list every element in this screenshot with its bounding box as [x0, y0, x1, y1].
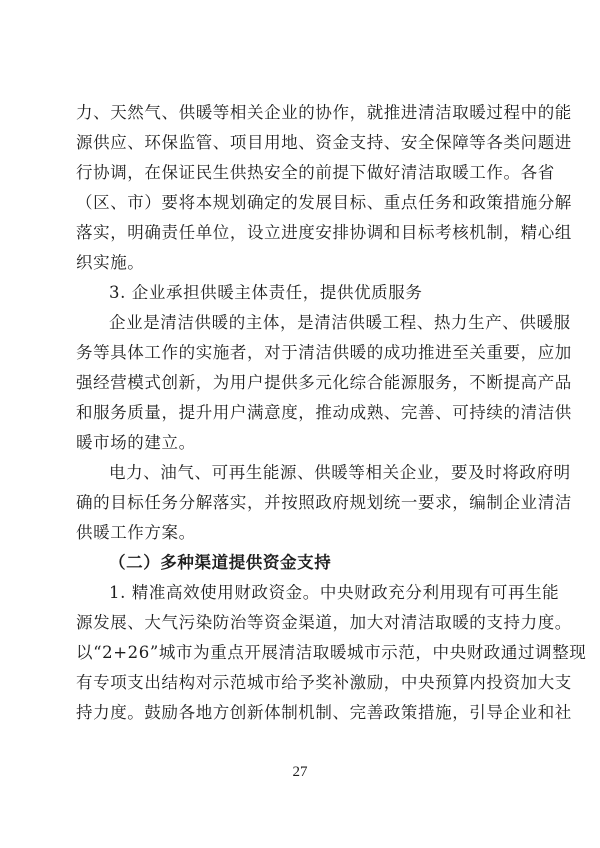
text-line: 企业是清洁供暖的主体，是清洁供暖工程、热力生产、供暖服: [109, 313, 571, 332]
text-line: （区、市）要将本规划确定的发展目标、重点任务和政策措施分解: [76, 193, 572, 212]
text-line: 落实，明确责任单位，设立进度安排协调和目标考核机制，精心组: [76, 223, 572, 242]
body-text: [76, 98, 587, 728]
page-number: 27: [292, 764, 308, 780]
text-line: 务等具体工作的实施者，对于清洁供暖的成功推进至关重要，应加: [76, 343, 572, 362]
text-line: 供暖工作方案。: [76, 523, 196, 542]
text-line: 行协调，在保证民生供热安全的前提下做好清洁取暖工作。各省: [76, 163, 555, 182]
text-line: 电力、油气、可再生能源、供暖等相关企业，要及时将政府明: [109, 463, 571, 482]
text-line: 确的目标任务分解落实，并按照政府规划统一要求，编制企业清洁: [76, 493, 572, 512]
text-line: 以“2+26”城市为重点开展清洁取暖城市示范，中央财政通过调整现: [76, 643, 587, 662]
text-line: 1. 精准高效使用财政资金。中央财政充分利用现有可再生能: [109, 583, 560, 602]
text-line: 暖市场的建立。: [76, 433, 196, 452]
text-line: 强经营模式创新，为用户提供多元化综合能源服务，不断提高产品: [76, 373, 572, 392]
text-line: 源发展、大气污染防治等资金渠道，加大对清洁取暖的支持力度。: [76, 613, 572, 632]
section-heading: （二）多种渠道提供资金支持: [109, 553, 332, 572]
text-line: 织实施。: [76, 253, 145, 272]
text-line: 和服务质量，提升用户满意度，推动成熟、完善、可持续的清洁供: [76, 403, 572, 422]
text-line: 持力度。鼓励各地方创新体制机制、完善政策措施，引导企业和社: [76, 703, 572, 722]
text-line: 力、天然气、供暖等相关企业的协作，就推进清洁取暖过程中的能: [76, 103, 572, 122]
text-line: 源供应、环保监管、项目用地、资金支持、安全保障等各类问题进: [76, 133, 572, 152]
text-line: 有专项支出结构对示范城市给予奖补激励，中央预算内投资加大支: [76, 673, 572, 692]
subsection-heading: 3. 企业承担供暖主体责任，提供优质服务: [109, 283, 423, 302]
